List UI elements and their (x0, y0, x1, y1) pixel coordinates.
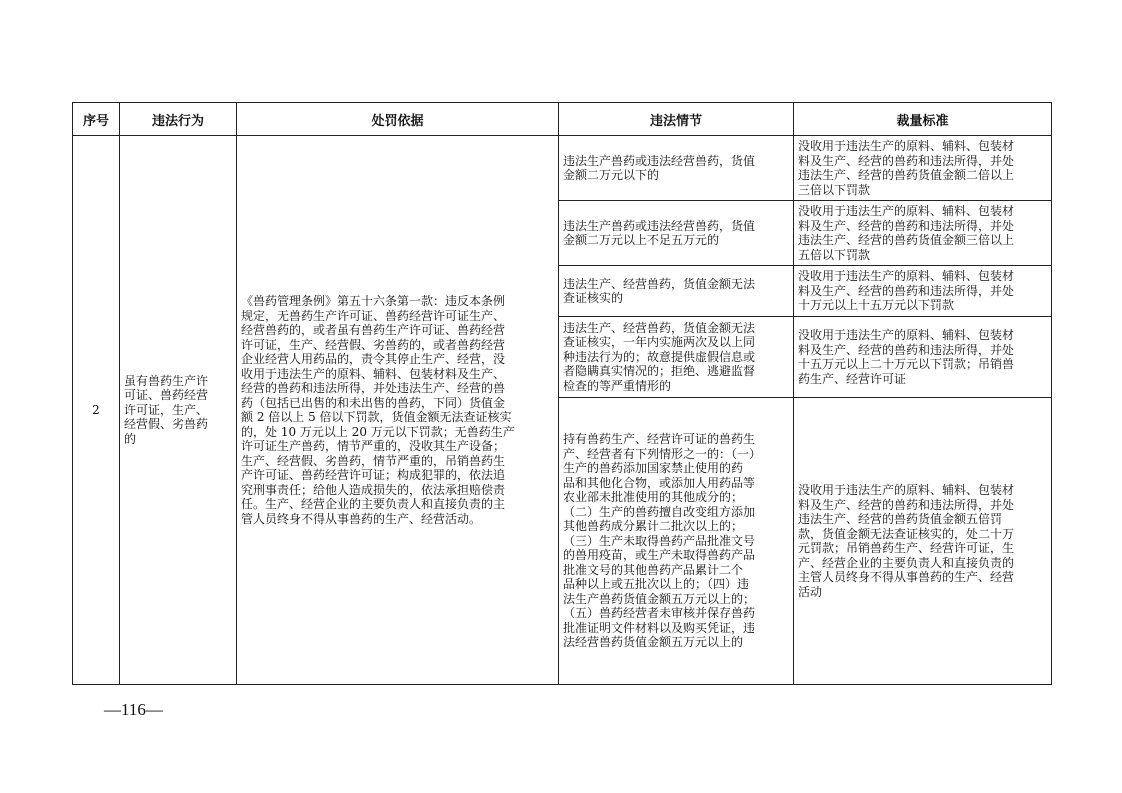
standard-cell: 没收用于违法生产的原料、辅料、包装材 料及生产、经营的兽药和违法所得，并处 违法生产、经营的兽药货值金额五倍罚 款，货值金额无法查证核实的，处二十万 元罚款；吊销兽药生产、经营许可证，生 产、经营企业的主要负责人和直接负责的 主管人员终身不得从事兽药的生产、经营 活动 (794, 398, 1052, 685)
page-number: —116— (104, 700, 163, 719)
row-violation: 虽有兽药生产许 可证、兽药经营 许可证，生产、 经营假、劣兽药 的 (120, 136, 237, 685)
header-violation: 违法行为 (120, 103, 237, 136)
standard-cell: 没收用于违法生产的原料、辅料、包装材 料及生产、经营的兽药和违法所得，并处 十万元以上十五万元以下罚款 (794, 266, 1052, 317)
header-discretion-standard: 裁量标准 (794, 103, 1052, 136)
circumstance-cell: 违法生产、经营兽药，货值金额无法 查证核实的 (559, 266, 794, 317)
circumstance-cell: 持有兽药生产、经营许可证的兽药生 产、经营者有下列情形之一的：（一） 生产的兽药添加国家禁止使用的药 品和其他化合物，或添加人用药品等 农业部未批准使用的其他成分的； （二）生产的兽药擅自改变组方添加 其他兽药成分累计二批次以上的； （三）生产未取得兽药产品批准文号 的兽用疫苗，或生产未取得兽药产品 批准文号的其他兽药产品累计二个 品种以上或五批次以上的；（四）违 法生产兽药货值金额五万元以上的； （五）兽药经营者未审核并保存兽药 批准证明文件材料以及购买凭证，违 法经营兽药货值金额五万元以上的 (559, 398, 794, 685)
circumstance-cell: 违法生产兽药或违法经营兽药，货值 金额二万元以下的 (559, 136, 794, 201)
table-row (73, 136, 1052, 201)
row-serial-number: 2 (73, 136, 120, 685)
row-penalty-basis: 《兽药管理条例》第五十六条第一款：违反本条例 规定，无兽药生产许可证、兽药经营许可证生产、 经营兽药的，或者虽有兽药生产许可证、兽药经营 许可证，生产、经营假、劣兽药的，或者兽药经营 企业经营人用药品的，责令其停止生产、经营，没 收用于违法生产的原料、辅料、包装材料及生产、 经营的兽药和违法所得，并处违法生产、经营的兽 药（包括已出售的和未出售的兽药，下同）货值金 额 2 倍以上 5 倍以下罚款，货值金额无法查证核实 的，处 10 万元以上 20 万元以下罚款；无兽药生产 许可证生产兽药，情节严重的，没收其生产设备； 生产、经营假、劣兽药，情节严重的，吊销兽药生 产许可证、兽药经营许可证；构成犯罪的，依法追 究刑事责任；给他人造成损失的，依法承担赔偿责 任。生产、经营企业的主要负责人和直接负责的主 管人员终身不得从事兽药的生产、经营活动。 (237, 136, 559, 685)
circumstance-cell: 违法生产兽药或违法经营兽药，货值 金额二万元以上不足五万元的 (559, 201, 794, 266)
header-penalty-basis: 处罚依据 (237, 103, 559, 136)
standard-cell: 没收用于违法生产的原料、辅料、包装材 料及生产、经营的兽药和违法所得，并处 违法生产、经营的兽药货值金额二倍以上 三倍以下罚款 (794, 136, 1052, 201)
header-serial-number: 序号 (73, 103, 120, 136)
standard-cell: 没收用于违法生产的原料、辅料、包装材 料及生产、经营的兽药和违法所得，并处 十五万元以上二十万元以下罚款；吊销兽 药生产、经营许可证 (794, 317, 1052, 398)
circumstance-cell: 违法生产、经营兽药，货值金额无法 查证核实，一年内实施两次及以上同 种违法行为的；故意提供虚假信息或 者隐瞒真实情况的；拒绝、逃避监督 检查的等严重情形的 (559, 317, 794, 398)
table-header-row (73, 103, 1052, 136)
standard-cell: 没收用于违法生产的原料、辅料、包装材 料及生产、经营的兽药和违法所得，并处 违法生产、经营的兽药货值金额三倍以上 五倍以下罚款 (794, 201, 1052, 266)
penalty-table (72, 102, 1052, 685)
header-circumstance: 违法情节 (559, 103, 794, 136)
